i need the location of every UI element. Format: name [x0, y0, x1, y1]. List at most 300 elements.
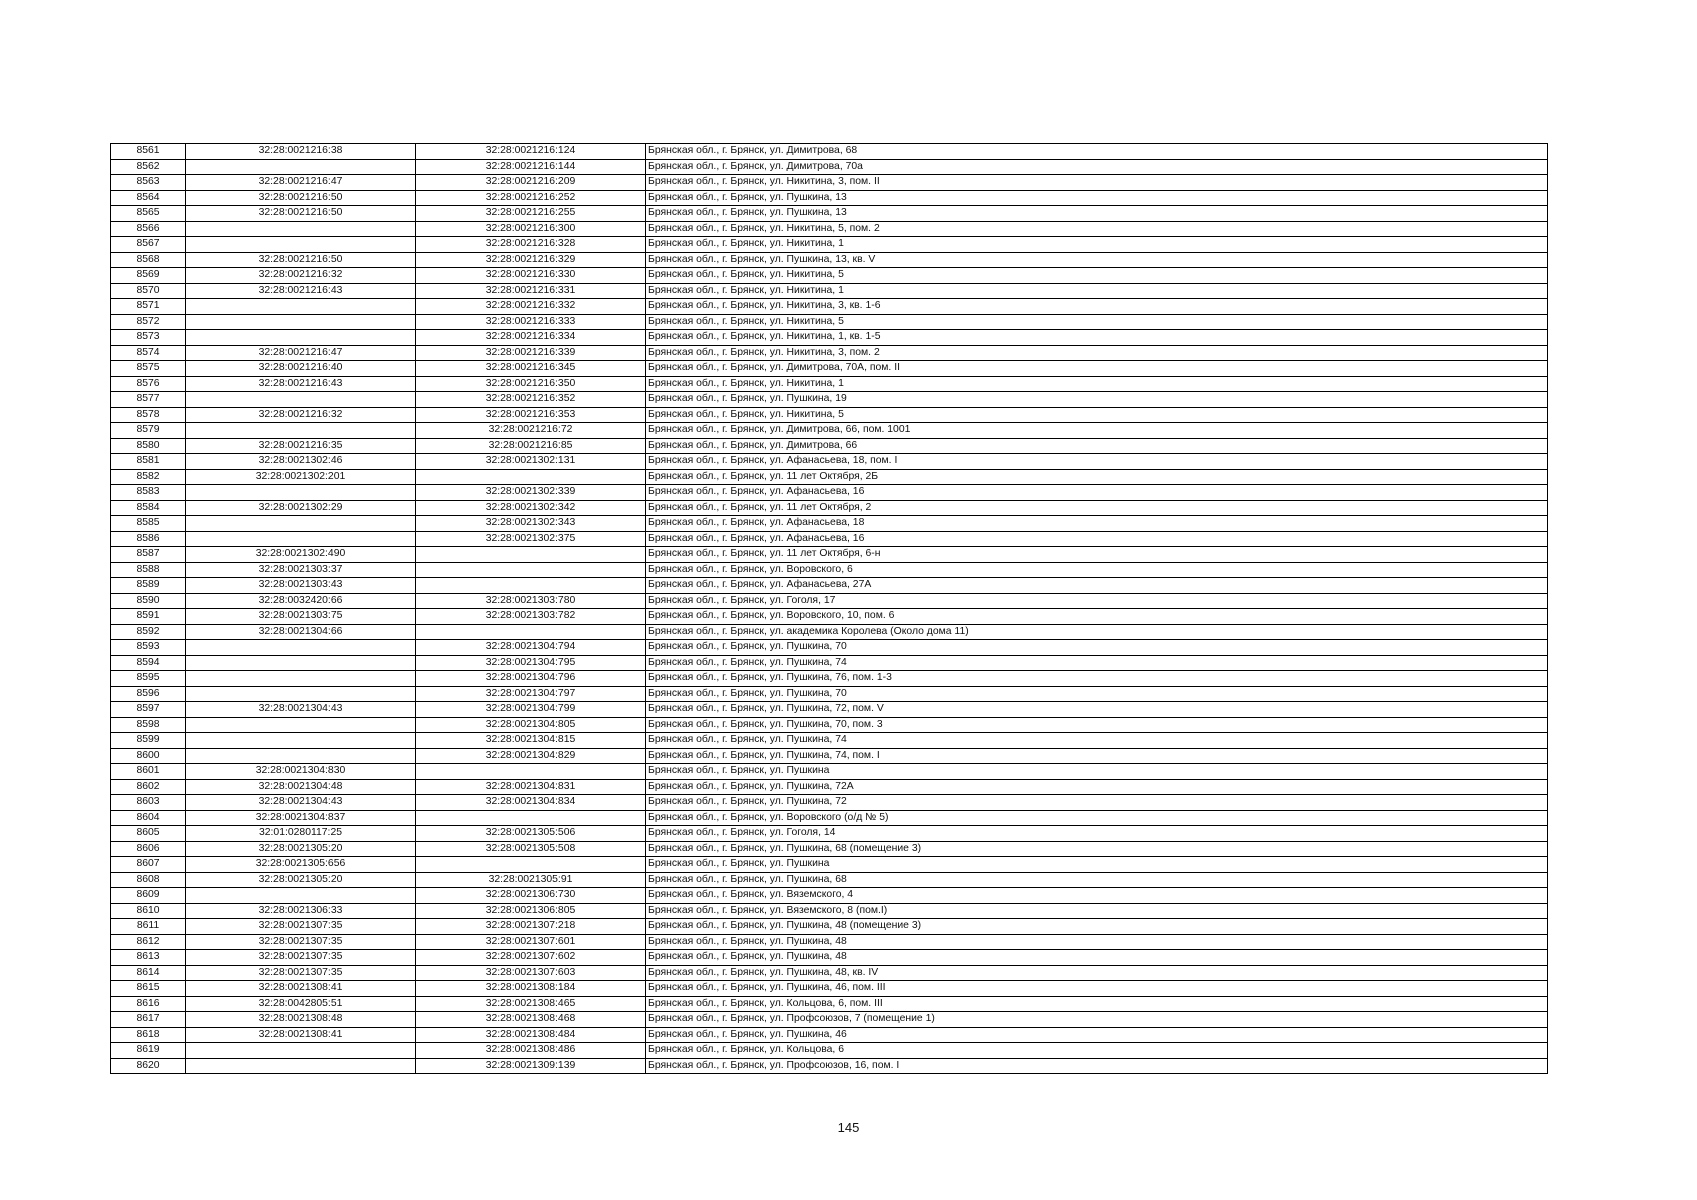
row-number-cell: 8578 — [111, 407, 186, 423]
address-cell: Брянская обл., г. Брянск, ул. Никитина, 3, кв. 1-6 — [646, 299, 1548, 315]
row-number-cell: 8612 — [111, 934, 186, 950]
address-cell: Брянская обл., г. Брянск, ул. Пушкина, 13 — [646, 190, 1548, 206]
address-cell: Брянская обл., г. Брянск, ул. Пушкина, 72 — [646, 795, 1548, 811]
land-cadastral-number-cell — [186, 717, 416, 733]
row-number-cell: 8579 — [111, 423, 186, 439]
land-cadastral-number-cell — [186, 485, 416, 501]
address-cell: Брянская обл., г. Брянск, ул. Никитина, 5 — [646, 268, 1548, 284]
table-row — [111, 547, 1548, 563]
table-row — [111, 345, 1548, 361]
address-cell: Брянская обл., г. Брянск, ул. Вяземского, 4 — [646, 888, 1548, 904]
row-number-cell: 8590 — [111, 593, 186, 609]
row-number-cell: 8609 — [111, 888, 186, 904]
address-cell: Брянская обл., г. Брянск, ул. Пушкина, 74, пом. I — [646, 748, 1548, 764]
table-row — [111, 934, 1548, 950]
object-cadastral-number-cell — [416, 857, 646, 873]
address-cell: Брянская обл., г. Брянск, ул. Афанасьева, 16 — [646, 485, 1548, 501]
address-cell: Брянская обл., г. Брянск, ул. Профсоюзов, 7 (помещение 1) — [646, 1012, 1548, 1028]
address-cell: Брянская обл., г. Брянск, ул. Воровского, 10, пом. 6 — [646, 609, 1548, 625]
row-number-cell: 8601 — [111, 764, 186, 780]
table-row — [111, 965, 1548, 981]
object-cadastral-number-cell: 32:28:0021308:184 — [416, 981, 646, 997]
land-cadastral-number-cell: 32:28:0021305:20 — [186, 872, 416, 888]
object-cadastral-number-cell: 32:28:0021304:797 — [416, 686, 646, 702]
land-cadastral-number-cell: 32:28:0021216:35 — [186, 438, 416, 454]
object-cadastral-number-cell — [416, 469, 646, 485]
row-number-cell: 8588 — [111, 562, 186, 578]
address-cell: Брянская обл., г. Брянск, ул. Гоголя, 14 — [646, 826, 1548, 842]
row-number-cell: 8573 — [111, 330, 186, 346]
land-cadastral-number-cell: 32:28:0021305:656 — [186, 857, 416, 873]
table-row — [111, 159, 1548, 175]
row-number-cell: 8595 — [111, 671, 186, 687]
object-cadastral-number-cell: 32:28:0021216:332 — [416, 299, 646, 315]
table-row — [111, 779, 1548, 795]
row-number-cell: 8614 — [111, 965, 186, 981]
registry-table — [110, 143, 1548, 1074]
object-cadastral-number-cell: 32:28:0021216:329 — [416, 252, 646, 268]
table-row — [111, 888, 1548, 904]
object-cadastral-number-cell: 32:28:0021304:799 — [416, 702, 646, 718]
object-cadastral-number-cell: 32:28:0021305:506 — [416, 826, 646, 842]
land-cadastral-number-cell — [186, 640, 416, 656]
table-row — [111, 190, 1548, 206]
land-cadastral-number-cell — [186, 1043, 416, 1059]
row-number-cell: 8565 — [111, 206, 186, 222]
row-number-cell: 8605 — [111, 826, 186, 842]
table-row — [111, 764, 1548, 780]
table-row — [111, 1027, 1548, 1043]
table-row — [111, 996, 1548, 1012]
object-cadastral-number-cell: 32:28:0021304:805 — [416, 717, 646, 733]
address-cell: Брянская обл., г. Брянск, ул. Пушкина, 48 — [646, 950, 1548, 966]
object-cadastral-number-cell: 32:28:0021216:345 — [416, 361, 646, 377]
address-cell: Брянская обл., г. Брянск, ул. Пушкина, 74 — [646, 733, 1548, 749]
table-row — [111, 609, 1548, 625]
table-row — [111, 624, 1548, 640]
object-cadastral-number-cell: 32:28:0021306:805 — [416, 903, 646, 919]
land-cadastral-number-cell — [186, 221, 416, 237]
registry-table-container — [110, 143, 1548, 1074]
address-cell: Брянская обл., г. Брянск, ул. Профсоюзов, 16, пом. I — [646, 1058, 1548, 1074]
address-cell: Брянская обл., г. Брянск, ул. Пушкина — [646, 764, 1548, 780]
object-cadastral-number-cell — [416, 624, 646, 640]
land-cadastral-number-cell — [186, 314, 416, 330]
object-cadastral-number-cell: 32:28:0021216:255 — [416, 206, 646, 222]
object-cadastral-number-cell: 32:28:0021216:330 — [416, 268, 646, 284]
table-row — [111, 593, 1548, 609]
table-row — [111, 516, 1548, 532]
page-number: 145 — [837, 1120, 860, 1135]
table-row — [111, 748, 1548, 764]
land-cadastral-number-cell: 32:28:0021304:837 — [186, 810, 416, 826]
row-number-cell: 8564 — [111, 190, 186, 206]
table-row — [111, 438, 1548, 454]
table-row — [111, 175, 1548, 191]
address-cell: Брянская обл., г. Брянск, ул. Никитина, 1 — [646, 237, 1548, 253]
object-cadastral-number-cell: 32:28:0021216:350 — [416, 376, 646, 392]
land-cadastral-number-cell — [186, 733, 416, 749]
land-cadastral-number-cell: 32:28:0021307:35 — [186, 965, 416, 981]
address-cell: Брянская обл., г. Брянск, ул. Гоголя, 17 — [646, 593, 1548, 609]
address-cell: Брянская обл., г. Брянск, ул. 11 лет Октября, 2Б — [646, 469, 1548, 485]
land-cadastral-number-cell: 32:28:0021216:50 — [186, 252, 416, 268]
row-number-cell: 8586 — [111, 531, 186, 547]
table-row — [111, 686, 1548, 702]
object-cadastral-number-cell — [416, 764, 646, 780]
address-cell: Брянская обл., г. Брянск, ул. академика Королева (Около дома 11) — [646, 624, 1548, 640]
row-number-cell: 8562 — [111, 159, 186, 175]
object-cadastral-number-cell: 32:28:0021303:780 — [416, 593, 646, 609]
row-number-cell: 8592 — [111, 624, 186, 640]
object-cadastral-number-cell: 32:28:0021216:252 — [416, 190, 646, 206]
land-cadastral-number-cell: 32:28:0021303:43 — [186, 578, 416, 594]
table-row — [111, 717, 1548, 733]
table-row — [111, 655, 1548, 671]
table-row — [111, 485, 1548, 501]
land-cadastral-number-cell: 32:28:0021216:43 — [186, 283, 416, 299]
land-cadastral-number-cell: 32:28:0021304:43 — [186, 795, 416, 811]
row-number-cell: 8602 — [111, 779, 186, 795]
object-cadastral-number-cell: 32:28:0021216:333 — [416, 314, 646, 330]
address-cell: Брянская обл., г. Брянск, ул. Пушкина, 46, пом. III — [646, 981, 1548, 997]
table-row — [111, 500, 1548, 516]
object-cadastral-number-cell: 32:28:0021309:139 — [416, 1058, 646, 1074]
table-row — [111, 640, 1548, 656]
land-cadastral-number-cell: 32:28:0021216:47 — [186, 175, 416, 191]
address-cell: Брянская обл., г. Брянск, ул. Пушкина, 72, пом. V — [646, 702, 1548, 718]
row-number-cell: 8568 — [111, 252, 186, 268]
land-cadastral-number-cell: 32:28:0021302:490 — [186, 547, 416, 563]
address-cell: Брянская обл., г. Брянск, ул. Пушкина, 72А — [646, 779, 1548, 795]
land-cadastral-number-cell: 32:28:0021216:38 — [186, 144, 416, 160]
row-number-cell: 8571 — [111, 299, 186, 315]
address-cell: Брянская обл., г. Брянск, ул. Пушкина, 13 — [646, 206, 1548, 222]
table-row — [111, 531, 1548, 547]
address-cell: Брянская обл., г. Брянск, ул. Пушкина, 74 — [646, 655, 1548, 671]
registry-table-body — [111, 144, 1548, 1074]
object-cadastral-number-cell: 32:28:0021304:795 — [416, 655, 646, 671]
land-cadastral-number-cell — [186, 516, 416, 532]
row-number-cell: 8616 — [111, 996, 186, 1012]
land-cadastral-number-cell — [186, 330, 416, 346]
address-cell: Брянская обл., г. Брянск, ул. 11 лет Октября, 6-н — [646, 547, 1548, 563]
address-cell: Брянская обл., г. Брянск, ул. Димитрова, 68 — [646, 144, 1548, 160]
table-row — [111, 314, 1548, 330]
address-cell: Брянская обл., г. Брянск, ул. Воровского, 6 — [646, 562, 1548, 578]
object-cadastral-number-cell: 32:28:0021216:85 — [416, 438, 646, 454]
table-row — [111, 562, 1548, 578]
object-cadastral-number-cell — [416, 562, 646, 578]
table-row — [111, 872, 1548, 888]
address-cell: Брянская обл., г. Брянск, ул. Афанасьева, 18, пом. I — [646, 454, 1548, 470]
table-row — [111, 299, 1548, 315]
row-number-cell: 8563 — [111, 175, 186, 191]
address-cell: Брянская обл., г. Брянск, ул. Пушкина, 68 — [646, 872, 1548, 888]
table-row — [111, 702, 1548, 718]
row-number-cell: 8608 — [111, 872, 186, 888]
object-cadastral-number-cell: 32:28:0021307:218 — [416, 919, 646, 935]
row-number-cell: 8569 — [111, 268, 186, 284]
land-cadastral-number-cell: 32:28:0021307:35 — [186, 934, 416, 950]
object-cadastral-number-cell: 32:28:0021302:343 — [416, 516, 646, 532]
row-number-cell: 8574 — [111, 345, 186, 361]
land-cadastral-number-cell: 32:28:0021216:32 — [186, 407, 416, 423]
object-cadastral-number-cell: 32:28:0021304:829 — [416, 748, 646, 764]
object-cadastral-number-cell: 32:28:0021308:465 — [416, 996, 646, 1012]
address-cell: Брянская обл., г. Брянск, ул. Воровского (о/д № 5) — [646, 810, 1548, 826]
address-cell: Брянская обл., г. Брянск, ул. Пушкина, 13, кв. V — [646, 252, 1548, 268]
table-row — [111, 361, 1548, 377]
object-cadastral-number-cell: 32:28:0021216:339 — [416, 345, 646, 361]
row-number-cell: 8591 — [111, 609, 186, 625]
row-number-cell: 8598 — [111, 717, 186, 733]
address-cell: Брянская обл., г. Брянск, ул. Пушкина, 48, кв. IV — [646, 965, 1548, 981]
land-cadastral-number-cell: 32:28:0021304:830 — [186, 764, 416, 780]
land-cadastral-number-cell — [186, 748, 416, 764]
row-number-cell: 8615 — [111, 981, 186, 997]
object-cadastral-number-cell: 32:28:0021216:352 — [416, 392, 646, 408]
address-cell: Брянская обл., г. Брянск, ул. Никитина, 3, пом. II — [646, 175, 1548, 191]
address-cell: Брянская обл., г. Брянск, ул. Димитрова, 70А, пом. II — [646, 361, 1548, 377]
object-cadastral-number-cell: 32:28:0021305:508 — [416, 841, 646, 857]
object-cadastral-number-cell: 32:28:0021307:603 — [416, 965, 646, 981]
table-row — [111, 857, 1548, 873]
row-number-cell: 8580 — [111, 438, 186, 454]
address-cell: Брянская обл., г. Брянск, ул. Никитина, 5 — [646, 407, 1548, 423]
row-number-cell: 8613 — [111, 950, 186, 966]
table-row — [111, 733, 1548, 749]
land-cadastral-number-cell: 32:28:0021308:41 — [186, 1027, 416, 1043]
land-cadastral-number-cell: 32:28:0021305:20 — [186, 841, 416, 857]
land-cadastral-number-cell: 32:28:0021216:43 — [186, 376, 416, 392]
land-cadastral-number-cell: 32:28:0021304:66 — [186, 624, 416, 640]
table-row — [111, 578, 1548, 594]
row-number-cell: 8618 — [111, 1027, 186, 1043]
land-cadastral-number-cell: 32:28:0021216:50 — [186, 190, 416, 206]
object-cadastral-number-cell: 32:28:0021216:72 — [416, 423, 646, 439]
address-cell: Брянская обл., г. Брянск, ул. Пушкина, 70 — [646, 686, 1548, 702]
address-cell: Брянская обл., г. Брянск, ул. Афанасьева, 18 — [646, 516, 1548, 532]
address-cell: Брянская обл., г. Брянск, ул. Кольцова, 6 — [646, 1043, 1548, 1059]
row-number-cell: 8561 — [111, 144, 186, 160]
row-number-cell: 8596 — [111, 686, 186, 702]
row-number-cell: 8572 — [111, 314, 186, 330]
land-cadastral-number-cell — [186, 299, 416, 315]
row-number-cell: 8594 — [111, 655, 186, 671]
land-cadastral-number-cell: 32:28:0021307:35 — [186, 919, 416, 935]
row-number-cell: 8604 — [111, 810, 186, 826]
object-cadastral-number-cell: 32:28:0021302:375 — [416, 531, 646, 547]
object-cadastral-number-cell — [416, 578, 646, 594]
row-number-cell: 8606 — [111, 841, 186, 857]
address-cell: Брянская обл., г. Брянск, ул. Пушкина, 70, пом. 3 — [646, 717, 1548, 733]
land-cadastral-number-cell — [186, 237, 416, 253]
object-cadastral-number-cell: 32:28:0021216:331 — [416, 283, 646, 299]
object-cadastral-number-cell: 32:28:0021302:342 — [416, 500, 646, 516]
row-number-cell: 8583 — [111, 485, 186, 501]
address-cell: Брянская обл., г. Брянск, ул. Вяземского, 8 (пом.I) — [646, 903, 1548, 919]
address-cell: Брянская обл., г. Брянск, ул. Димитрова, 66 — [646, 438, 1548, 454]
object-cadastral-number-cell: 32:28:0021307:601 — [416, 934, 646, 950]
land-cadastral-number-cell: 32:28:0021216:40 — [186, 361, 416, 377]
address-cell: Брянская обл., г. Брянск, ул. Пушкина, 48 (помещение 3) — [646, 919, 1548, 935]
table-row — [111, 810, 1548, 826]
land-cadastral-number-cell: 32:28:0021216:47 — [186, 345, 416, 361]
row-number-cell: 8597 — [111, 702, 186, 718]
object-cadastral-number-cell: 32:28:0021216:124 — [416, 144, 646, 160]
object-cadastral-number-cell: 32:28:0021304:815 — [416, 733, 646, 749]
table-row — [111, 283, 1548, 299]
address-cell: Брянская обл., г. Брянск, ул. Пушкина, 46 — [646, 1027, 1548, 1043]
object-cadastral-number-cell: 32:28:0021304:796 — [416, 671, 646, 687]
land-cadastral-number-cell — [186, 423, 416, 439]
address-cell: Брянская обл., г. Брянск, ул. Пушкина, 68 (помещение 3) — [646, 841, 1548, 857]
table-row — [111, 144, 1548, 160]
table-row — [111, 252, 1548, 268]
address-cell: Брянская обл., г. Брянск, ул. Никитина, 1 — [646, 283, 1548, 299]
object-cadastral-number-cell — [416, 810, 646, 826]
object-cadastral-number-cell: 32:28:0021308:468 — [416, 1012, 646, 1028]
address-cell: Брянская обл., г. Брянск, ул. Никитина, 3, пом. 2 — [646, 345, 1548, 361]
row-number-cell: 8610 — [111, 903, 186, 919]
land-cadastral-number-cell — [186, 671, 416, 687]
address-cell: Брянская обл., г. Брянск, ул. Пушкина, 19 — [646, 392, 1548, 408]
address-cell: Брянская обл., г. Брянск, ул. Пушкина — [646, 857, 1548, 873]
table-row — [111, 454, 1548, 470]
object-cadastral-number-cell: 32:28:0021308:486 — [416, 1043, 646, 1059]
table-row — [111, 1012, 1548, 1028]
row-number-cell: 8570 — [111, 283, 186, 299]
land-cadastral-number-cell: 32:28:0021216:32 — [186, 268, 416, 284]
row-number-cell: 8593 — [111, 640, 186, 656]
object-cadastral-number-cell: 32:28:0021216:334 — [416, 330, 646, 346]
table-row — [111, 671, 1548, 687]
object-cadastral-number-cell: 32:28:0021305:91 — [416, 872, 646, 888]
table-row — [111, 826, 1548, 842]
object-cadastral-number-cell — [416, 547, 646, 563]
address-cell: Брянская обл., г. Брянск, ул. Никитина, 5, пом. 2 — [646, 221, 1548, 237]
address-cell: Брянская обл., г. Брянск, ул. Афанасьева, 27А — [646, 578, 1548, 594]
table-row — [111, 206, 1548, 222]
object-cadastral-number-cell: 32:28:0021216:144 — [416, 159, 646, 175]
row-number-cell: 8576 — [111, 376, 186, 392]
land-cadastral-number-cell — [186, 686, 416, 702]
table-row — [111, 221, 1548, 237]
land-cadastral-number-cell: 32:28:0021216:50 — [186, 206, 416, 222]
land-cadastral-number-cell: 32:28:0021302:46 — [186, 454, 416, 470]
row-number-cell: 8603 — [111, 795, 186, 811]
land-cadastral-number-cell — [186, 655, 416, 671]
address-cell: Брянская обл., г. Брянск, ул. Пушкина, 48 — [646, 934, 1548, 950]
object-cadastral-number-cell: 32:28:0021216:328 — [416, 237, 646, 253]
row-number-cell: 8617 — [111, 1012, 186, 1028]
land-cadastral-number-cell: 32:28:0021307:35 — [186, 950, 416, 966]
row-number-cell: 8584 — [111, 500, 186, 516]
row-number-cell: 8577 — [111, 392, 186, 408]
row-number-cell: 8581 — [111, 454, 186, 470]
object-cadastral-number-cell: 32:28:0021306:730 — [416, 888, 646, 904]
land-cadastral-number-cell — [186, 1058, 416, 1074]
address-cell: Брянская обл., г. Брянск, ул. Димитрова, 70а — [646, 159, 1548, 175]
object-cadastral-number-cell: 32:28:0021302:339 — [416, 485, 646, 501]
table-row — [111, 841, 1548, 857]
land-cadastral-number-cell — [186, 392, 416, 408]
table-row — [111, 981, 1548, 997]
row-number-cell: 8587 — [111, 547, 186, 563]
land-cadastral-number-cell: 32:28:0042805:51 — [186, 996, 416, 1012]
table-row — [111, 1043, 1548, 1059]
address-cell: Брянская обл., г. Брянск, ул. Пушкина, 76, пом. 1-3 — [646, 671, 1548, 687]
object-cadastral-number-cell: 32:28:0021308:484 — [416, 1027, 646, 1043]
object-cadastral-number-cell: 32:28:0021216:300 — [416, 221, 646, 237]
table-row — [111, 392, 1548, 408]
address-cell: Брянская обл., г. Брянск, ул. Никитина, 1 — [646, 376, 1548, 392]
object-cadastral-number-cell: 32:28:0021304:831 — [416, 779, 646, 795]
row-number-cell: 8575 — [111, 361, 186, 377]
row-number-cell: 8567 — [111, 237, 186, 253]
object-cadastral-number-cell: 32:28:0021304:834 — [416, 795, 646, 811]
row-number-cell: 8582 — [111, 469, 186, 485]
land-cadastral-number-cell: 32:28:0021308:41 — [186, 981, 416, 997]
table-row — [111, 919, 1548, 935]
row-number-cell: 8589 — [111, 578, 186, 594]
land-cadastral-number-cell — [186, 888, 416, 904]
table-row — [111, 423, 1548, 439]
land-cadastral-number-cell: 32:28:0021304:48 — [186, 779, 416, 795]
object-cadastral-number-cell: 32:28:0021303:782 — [416, 609, 646, 625]
row-number-cell: 8600 — [111, 748, 186, 764]
object-cadastral-number-cell: 32:28:0021216:353 — [416, 407, 646, 423]
address-cell: Брянская обл., г. Брянск, ул. Никитина, 1, кв. 1-5 — [646, 330, 1548, 346]
table-row — [111, 795, 1548, 811]
row-number-cell: 8585 — [111, 516, 186, 532]
table-row — [111, 237, 1548, 253]
land-cadastral-number-cell: 32:28:0021302:201 — [186, 469, 416, 485]
object-cadastral-number-cell: 32:28:0021307:602 — [416, 950, 646, 966]
row-number-cell: 8619 — [111, 1043, 186, 1059]
row-number-cell: 8607 — [111, 857, 186, 873]
row-number-cell: 8566 — [111, 221, 186, 237]
address-cell: Брянская обл., г. Брянск, ул. Димитрова, 66, пом. 1001 — [646, 423, 1548, 439]
address-cell: Брянская обл., г. Брянск, ул. 11 лет Октября, 2 — [646, 500, 1548, 516]
object-cadastral-number-cell: 32:28:0021216:209 — [416, 175, 646, 191]
address-cell: Брянская обл., г. Брянск, ул. Никитина, 5 — [646, 314, 1548, 330]
land-cadastral-number-cell: 32:28:0021302:29 — [186, 500, 416, 516]
land-cadastral-number-cell: 32:28:0021304:43 — [186, 702, 416, 718]
land-cadastral-number-cell — [186, 531, 416, 547]
address-cell: Брянская обл., г. Брянск, ул. Пушкина, 70 — [646, 640, 1548, 656]
table-row — [111, 1058, 1548, 1074]
address-cell: Брянская обл., г. Брянск, ул. Кольцова, 6, пом. III — [646, 996, 1548, 1012]
table-row — [111, 469, 1548, 485]
table-row — [111, 330, 1548, 346]
land-cadastral-number-cell: 32:28:0032420:66 — [186, 593, 416, 609]
land-cadastral-number-cell: 32:01:0280117:25 — [186, 826, 416, 842]
object-cadastral-number-cell: 32:28:0021304:794 — [416, 640, 646, 656]
land-cadastral-number-cell: 32:28:0021303:37 — [186, 562, 416, 578]
row-number-cell: 8620 — [111, 1058, 186, 1074]
address-cell: Брянская обл., г. Брянск, ул. Афанасьева, 16 — [646, 531, 1548, 547]
land-cadastral-number-cell — [186, 159, 416, 175]
table-row — [111, 903, 1548, 919]
land-cadastral-number-cell: 32:28:0021303:75 — [186, 609, 416, 625]
object-cadastral-number-cell: 32:28:0021302:131 — [416, 454, 646, 470]
row-number-cell: 8611 — [111, 919, 186, 935]
table-row — [111, 407, 1548, 423]
table-row — [111, 950, 1548, 966]
table-row — [111, 268, 1548, 284]
